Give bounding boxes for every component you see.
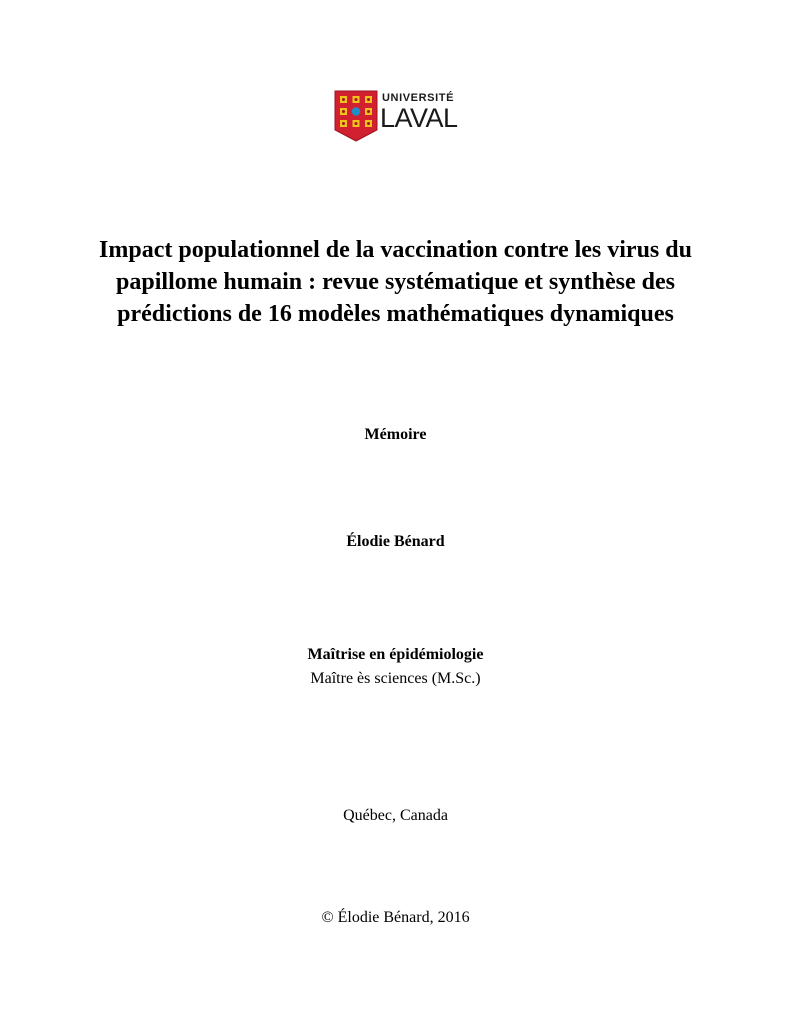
author-name: Élodie Bénard [346,533,445,550]
logo-line-universite: UNIVERSITÉ [382,92,455,104]
logo-line-laval: LAVAL [380,103,458,133]
location: Québec, Canada [343,807,448,824]
degree-name: Maître ès sciences (M.Sc.) [310,670,481,687]
program-name: Maîtrise en épidémiologie [307,646,484,663]
university-shield-icon [334,90,378,142]
thesis-title: Impact populationnel de la vaccination contre les virus du papillome humain : revue systématique et synthèse des prédictions de 16 modèles mathématiques dynamiques [99,237,692,327]
document-type: Mémoire [364,426,427,443]
copyright-notice: © Élodie Bénard, 2016 [321,909,470,926]
university-logo [334,90,460,142]
